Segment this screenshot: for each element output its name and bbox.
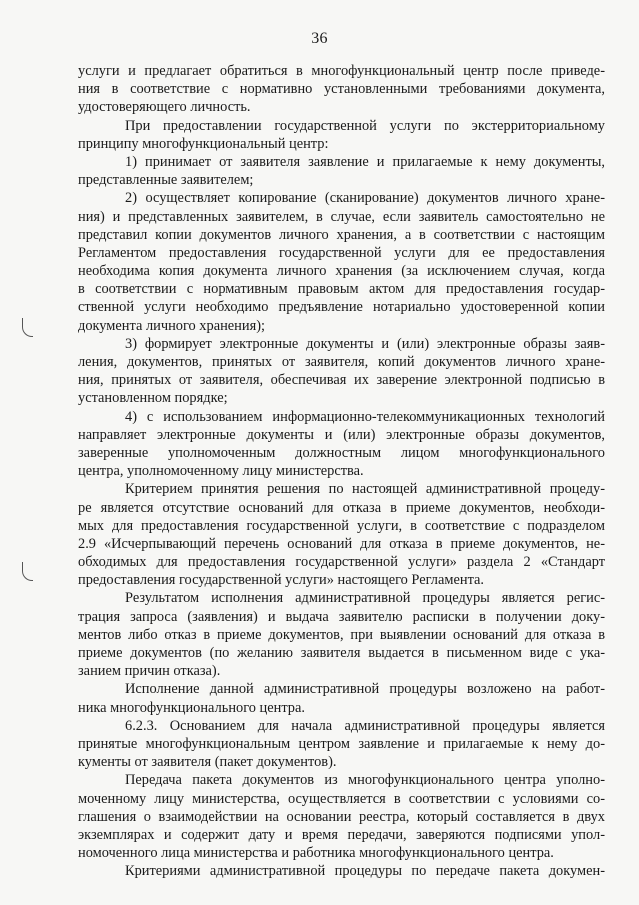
text-line: ния в соответствие с нормативно установленными требованиями документа, — [78, 81, 605, 98]
text-line: приеме документов (по желанию заявителя выдается в письменном виде с ука- — [78, 645, 605, 661]
text-line: установленном порядке; — [78, 390, 228, 407]
text-line: 4) с использованием информационно-телекоммуникационных технологий — [125, 408, 605, 425]
paragraph — [78, 117, 605, 153]
text-line: центра, уполномоченному лицу министерства. — [78, 463, 364, 480]
text-line: экземплярах и содержит дату и время передачи, заверяются подписями упол- — [78, 826, 605, 843]
binding-mark — [22, 318, 33, 337]
text-line: документа личного хранения); — [78, 317, 265, 334]
paragraph — [78, 408, 605, 481]
text-line: ментов либо отказ в приеме документов, при выявлении оснований для отказа в — [78, 626, 605, 643]
paragraph — [78, 771, 605, 862]
text-line: 1) принимает от заявителя заявление и прилагаемые к нему документы, — [125, 153, 605, 170]
text-line: ления, документов, принятых от заявителя, копий документов личного хране- — [78, 354, 605, 370]
text-line: необходима копия документа личного хранения (за исключением случая, когда — [78, 263, 605, 280]
text-line: Регламентом предоставления государственной услуги для ее предоставления — [78, 244, 605, 261]
paragraph — [78, 153, 605, 189]
text-line: 2.9 «Исчерпывающий перечень оснований для отказа в приеме документов, не- — [78, 535, 605, 552]
text-line: При предоставлении государственной услуги по экстерриториальному — [125, 117, 605, 134]
page-number: 36 — [311, 30, 328, 47]
text-line: заверенные уполномоченным должностным лицом многофункционального — [78, 444, 605, 461]
text-line: Исполнение данной административной процедуры возложено на работ- — [125, 681, 605, 698]
text-line: удостоверяющего личность. — [78, 99, 251, 116]
text-line: Критериями административной процедуры по передаче пакета докумен- — [125, 863, 605, 880]
text-line: Результатом исполнения административной процедуры является регис- — [125, 590, 605, 607]
paragraph — [78, 480, 605, 589]
text-line: 3) формирует электронные документы и (или) электронные образы заяв- — [125, 335, 605, 352]
text-line: направляет электронные документы и (или) электронные образы документов, — [78, 426, 605, 443]
text-line: ния, принятых от заявителя, обеспечивая их заверение электронной подписью в — [78, 372, 605, 389]
text-line: 2) осуществляет копирование (сканирование) документов личного хране- — [125, 190, 605, 207]
text-line: ре является отсутствие оснований для отказа в приеме документов, необходи- — [78, 499, 605, 516]
paragraph — [78, 862, 605, 880]
text-line: ника многофункционального центра. — [78, 699, 305, 716]
paragraph — [78, 680, 605, 716]
text-line: в соответствии с нормативным правовым актом для предоставления государ- — [78, 281, 605, 298]
text-line: принципу многофункциональный центр: — [78, 135, 329, 152]
text-line: Критерием принятия решения по настоящей административной процеду- — [125, 481, 605, 498]
text-line: представленные заявителем; — [78, 172, 254, 189]
binding-mark — [22, 562, 33, 581]
text-line: кументы от заявителя (пакет документов). — [78, 754, 337, 771]
text-line: моченному лицу министерства, осуществляется в соответствии с условиями со- — [78, 790, 605, 807]
text-line: Передача пакета документов из многофункционального центра уполно- — [125, 772, 605, 789]
text-line: услуги и предлагает обратиться в многофункциональный центр после приведе- — [78, 63, 605, 79]
text-line: занием причин отказа). — [78, 663, 221, 680]
paragraph — [78, 717, 605, 772]
text-line: ственной услуги необходимо предъявление нотариально удостоверенной копии — [78, 299, 605, 316]
paragraph — [78, 189, 605, 335]
text-line: 6.2.3. Основанием для начала административной процедуры является — [125, 717, 605, 734]
paragraph — [78, 62, 605, 117]
text-line: мых для предоставления государственной услуги, в соответствие с подразделом — [78, 517, 605, 534]
document-body — [78, 62, 605, 880]
text-line: ния) и представленных заявителем, в случае, если заявитель самостоятельно не — [78, 208, 605, 225]
text-line: обходимых для предоставления государственной услуги» раздела 2 «Стандарт — [78, 554, 605, 571]
text-line: представил копии документов личного хранения, а в соответствии с настоящим — [78, 226, 605, 243]
text-line: предоставления государственной услуги» настоящего Регламента. — [78, 572, 485, 589]
text-line: глашения о взаимодействии на основании реестра, который составляется в двух — [78, 808, 605, 825]
text-line: принятые многофункциональным центром заявление и прилагаемые к нему до- — [78, 735, 605, 752]
text-line: трация запроса (заявления) и выдача заявителю расписки в получении доку- — [78, 608, 605, 625]
paragraph — [78, 335, 605, 408]
paragraph — [78, 589, 605, 680]
text-line: номоченного лица министерства и работника многофункционального центра. — [78, 845, 554, 862]
